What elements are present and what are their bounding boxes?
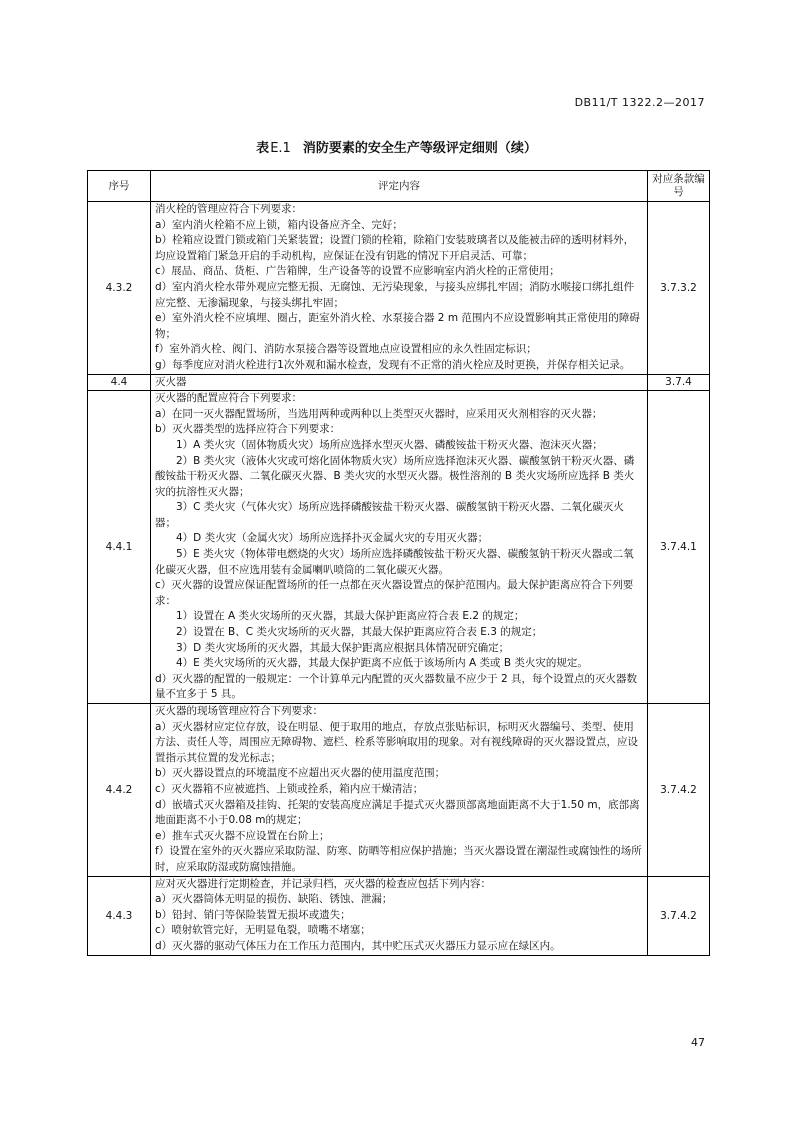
- content-line: 灭火器的现场管理应符合下列要求：: [155, 705, 323, 717]
- table-row: [88, 876, 710, 955]
- content-line: e）推车式灭火器不应设置在台阶上；: [155, 829, 330, 842]
- content-line: c）灭火器的设置应保证配置场所的任一点都在灭火器设置点的保护范围内。最大保护距离应符合下列要求：: [155, 579, 634, 607]
- content-line: 1）设置在 A 类火灾场所的灭火器，其最大保护距离应符合表 E.2 的规定；: [176, 610, 525, 623]
- row-serial-number: 4.4: [88, 374, 151, 391]
- content-line: 2）B 类火灾（液体火灾或可熔化固体物质火灾）场所应选择泡沫灭火器、碳酸氢钠干粉灭火器、磷酸铵盐干粉灭火器、二氧化碳灭火器、B 类火灾的水型灭火器。极性溶剂的 B 类火灾场所应选择 B 类火灾的抗溶性灭火器；: [155, 454, 635, 498]
- content-line: a）在同一灭火器配置场所，当选用两种或两种以上类型灭火器时，应采用灭火剂相容的灭火器；: [155, 407, 603, 420]
- content-line: g）每季度应对消火栓进行1次外观和漏水检查，发现有不正常的消火栓应及时更换，并保存相关记录。: [155, 358, 631, 371]
- content-line: a）室内消火栓箱不应上锁，箱内设备应齐全、完好；: [155, 218, 403, 231]
- content-line: 灭火器的配置应符合下列要求：: [155, 392, 302, 405]
- table-row: [88, 202, 710, 375]
- row-clause-ref: 3.7.4.2: [648, 704, 710, 877]
- table-body: [88, 202, 710, 956]
- evaluation-table: [87, 170, 710, 956]
- header-clause-ref: 对应条款编号: [648, 171, 710, 202]
- content-line: 4）D 类火灾（金属火灾）场所应选择扑灭金属火灾的专用灭火器；: [176, 532, 489, 545]
- page-number: 47: [691, 1036, 705, 1049]
- content-line: c）展品、商品、货柜、广告箱牌，生产设备等的设置不应影响室内消火栓的正常使用；: [155, 265, 560, 278]
- row-clause-ref: 3.7.3.2: [648, 202, 710, 375]
- content-line: 应对灭火器进行定期检查，并记录归档，灭火器的检查应包括下列内容：: [155, 877, 491, 890]
- content-line: 消火栓的管理应符合下列要求：: [155, 203, 302, 215]
- content-line: d）灭火器的配置的一般规定：一个计算单元内配置的灭火器数量不应少于 2 具，每个设置点的灭火器数量不宜多于 5 具。: [155, 672, 638, 701]
- row-serial-number: 4.4.1: [88, 391, 151, 704]
- table-title-text: 消防要素的安全生产等级评定细则（续）: [302, 141, 537, 156]
- table-row: [88, 704, 710, 877]
- header-serial-number: 序号: [88, 171, 151, 202]
- row-content: [151, 374, 648, 391]
- content-line: a）灭火器材应定位存放，设在明显、便于取用的地点，存放点张贴标识，标明灭火器编号、类型、使用方法、责任人等，周围应无障碍物、遮栏、栓系等影响取用的现象。对有视线障碍的灭火器设置点，应设置指示其位置的发光标志；: [155, 720, 638, 764]
- row-content: [151, 876, 648, 955]
- content-line: 4）E 类火灾场所的灭火器，其最大保护距离不应低于该场所内 A 类或 B 类火灾的规定。: [176, 657, 588, 670]
- document-code: DB11/T 1322.2—2017: [574, 96, 705, 109]
- content-line: b）栓箱应设置门锁或箱门关紧装置；设置门锁的栓箱，除箱门安装玻璃者以及能被击碎的透明材料外，均应设置箱门紧急开启的手动机构，应保证在没有钥匙的情况下开启灵活、可靠；: [155, 234, 635, 262]
- header-content: 评定内容: [151, 171, 648, 202]
- row-serial-number: 4.3.2: [88, 202, 151, 375]
- content-line: f）设置在室外的灭火器应采取防湿、防寒、防晒等相应保护措施；当灭火器设置在潮湿性或腐蚀性的场所时，应采取防湿或防腐蚀措施。: [155, 845, 642, 873]
- content-line: a）灭火器筒体无明显的损伤、缺陷、锈蚀、泄漏；: [155, 893, 393, 906]
- content-line: 灭火器: [155, 375, 187, 388]
- table-title-number: E.1: [270, 141, 291, 156]
- row-serial-number: 4.4.3: [88, 876, 151, 955]
- table-title-prefix: 表: [256, 141, 270, 156]
- content-line: b）灭火器设置点的环境温度不应超出灭火器的使用温度范围；: [155, 767, 446, 780]
- content-line: f）室外消火栓、阀门、消防水泵接合器等设置地点应设置相应的永久性固定标识；: [155, 343, 537, 356]
- content-line: c）灭火器箱不应被遮挡、上锁或拴系，箱内应干燥清洁；: [155, 782, 424, 795]
- row-clause-ref: 3.7.4.2: [648, 876, 710, 955]
- content-line: b）灭火器类型的选择应符合下列要求：: [155, 423, 341, 436]
- content-line: 3）D 类火灾场所的灭火器，其最大保护距离应根据具体情况研究确定；: [176, 641, 510, 654]
- table-row: [88, 391, 710, 704]
- row-clause-ref: 3.7.4.1: [648, 391, 710, 704]
- content-line: 5）E 类火灾（物体带电燃烧的火灾）场所应选择磷酸铵盐干粉灭火器、碳酸氢钠干粉灭火器或二氧化碳灭火器，但不应选用装有金属喇叭喷筒的二氧化碳灭火器。: [155, 548, 634, 576]
- row-serial-number: 4.4.2: [88, 704, 151, 877]
- content-line: 3）C 类火灾（气体火灾）场所应选择磷酸铵盐干粉灭火器、碳酸氢钠干粉灭火器、二氧化碳灭火器；: [155, 501, 624, 529]
- table-title: [0, 137, 793, 156]
- row-content: [151, 202, 648, 375]
- table-row: [88, 374, 710, 391]
- content-line: d）灭火器的驱动气体压力在工作压力范围内，其中贮压式灭火器压力显示应在绿区内。: [155, 939, 561, 952]
- row-content: [151, 704, 648, 877]
- content-line: d）嵌墙式灭火器箱及挂钩、托架的安装高度应满足手提式灭火器顶部离地面距离不大于1.50 m，底部离地面距离不小于0.08 m的规定；: [155, 798, 640, 827]
- content-line: e）室外消火栓不应填埋、圈占，距室外消火栓、水泵接合器 2 m 范围内不应设置影响其正常使用的障碍物；: [155, 312, 640, 340]
- content-line: 1）A 类火灾（固体物质火灾）场所应选择水型灭火器、磷酸铵盐干粉灭火器、泡沫灭火器；: [176, 438, 603, 451]
- table-header-row: [88, 171, 710, 202]
- content-line: d）室内消火栓水带外观应完整无损、无腐蚀、无污染现象，与接头应绑扎牢固；消防水喉接口绑扎组件应完整、无渗漏现象，与接头绑扎牢固；: [155, 280, 635, 309]
- row-content: [151, 391, 648, 704]
- content-line: b）铅封、销闩等保险装置无损坏或遗失；: [155, 908, 351, 921]
- row-clause-ref: 3.7.4: [648, 374, 710, 391]
- content-line: c）喷射软管完好，无明显龟裂，喷嘴不堵塞；: [155, 924, 371, 937]
- content-line: 2）设置在 B、C 类火灾场所的灭火器，其最大保护距离应符合表 E.3 的规定；: [176, 626, 543, 639]
